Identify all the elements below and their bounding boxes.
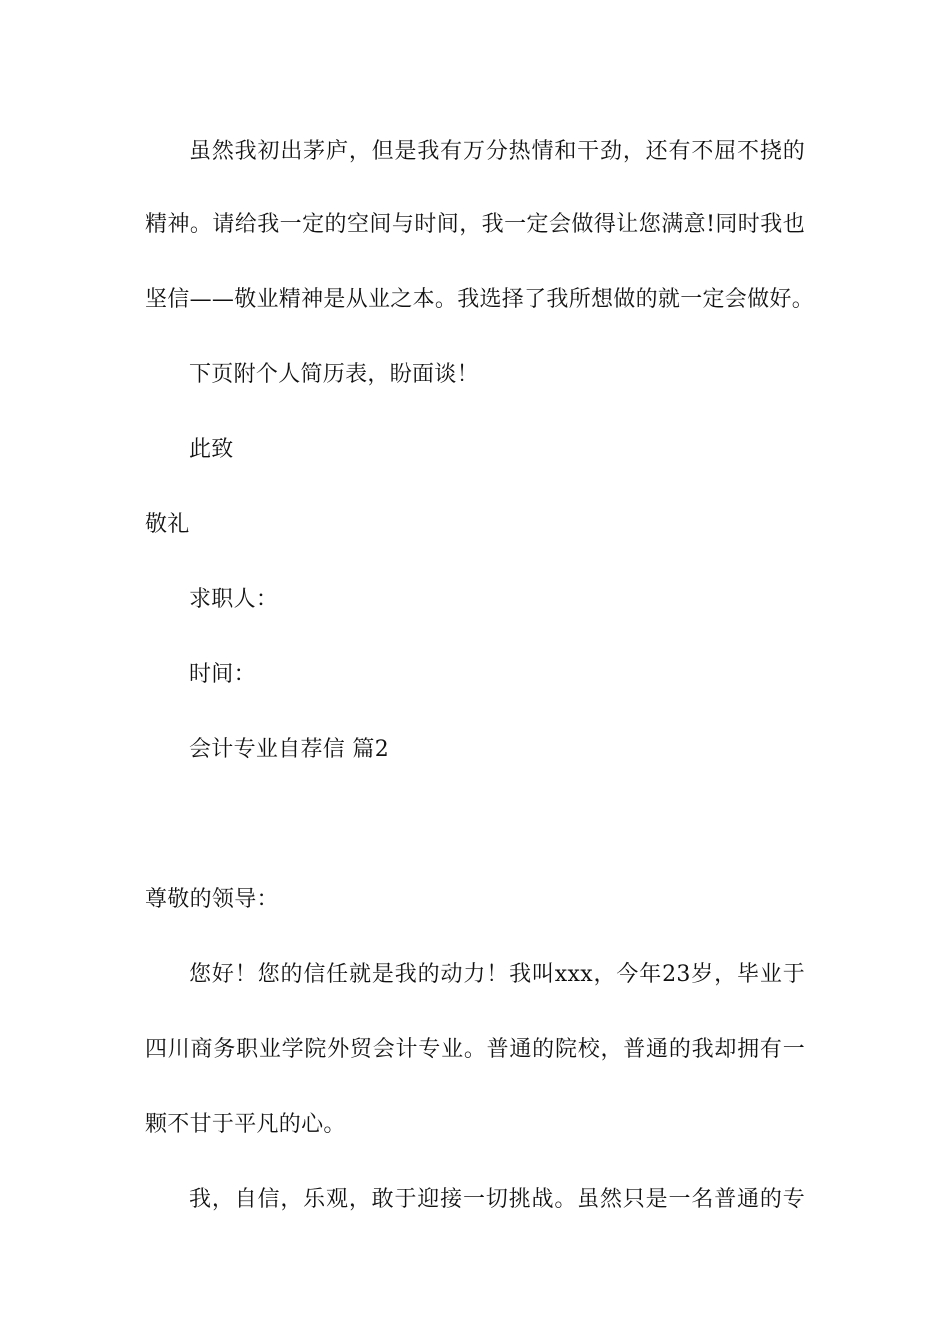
section-title: 会计专业自荐信 篇2 (189, 737, 389, 762)
closing-phrase: 此致 (189, 437, 234, 462)
paragraph-line-2: 精神。请给我一定的空间与时间，我一定会做得让您满意!同时我也 (145, 212, 805, 237)
letter-salutation: 尊敬的领导： (145, 887, 279, 912)
paragraph-line-5: 您好！您的信任就是我的动力！我叫xxx，今年23岁，毕业于 (189, 962, 805, 987)
paragraph-line-6: 四川商务职业学院外贸会计专业。普通的院校，普通的我却拥有一 (145, 1037, 805, 1062)
paragraph-line-1: 虽然我初出茅庐，但是我有万分热情和干劲，还有不屈不挠的 (189, 139, 805, 164)
paragraph-line-7: 颗不甘于平凡的心。 (145, 1112, 346, 1137)
date-label: 时间： (189, 662, 256, 687)
paragraph-line-4: 下页附个人简历表，盼面谈！ (189, 362, 479, 387)
paragraph-line-8: 我，自信，乐观，敢于迎接一切挑战。虽然只是一名普通的专 (189, 1187, 805, 1212)
paragraph-line-3: 坚信——敬业精神是从业之本。我选择了我所想做的就一定会做好。 (145, 287, 815, 312)
salutation-closing: 敬礼 (145, 512, 190, 537)
applicant-label: 求职人： (189, 587, 279, 612)
